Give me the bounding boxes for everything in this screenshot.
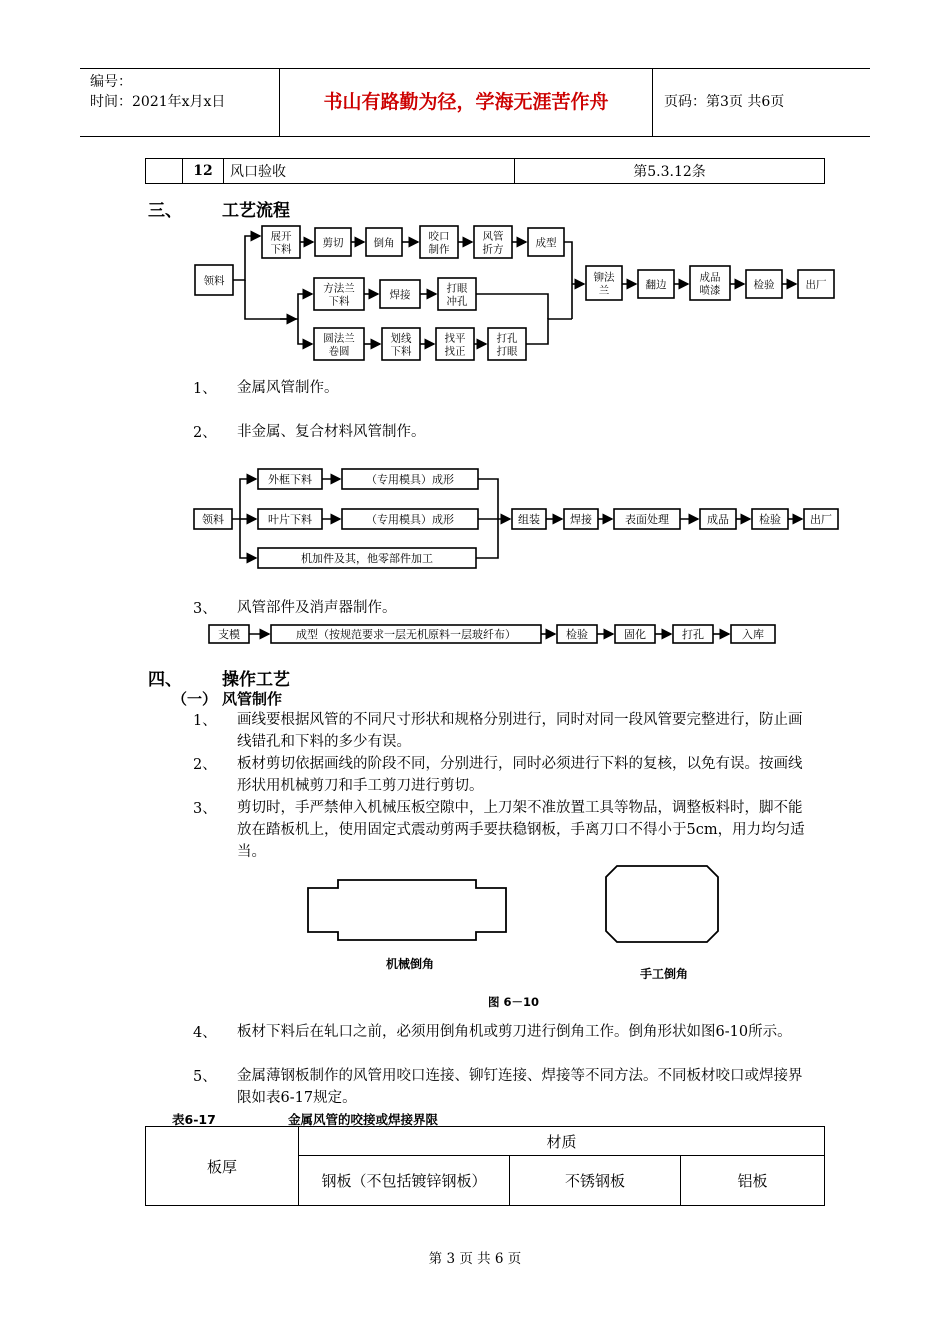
header-left-cell — [80, 69, 280, 136]
step1-text: 画线要根据风管的不同尺寸形状和规格分别进行，同时对同一段风管要完整进行，防止画线错孔和下料的多少有误。 — [237, 712, 803, 750]
subsection-number: （一） — [172, 690, 218, 708]
flow-diagram-parts — [205, 621, 785, 647]
item3-number: 3、 — [193, 601, 217, 617]
flow2-tail-label: 焊接 — [570, 513, 592, 526]
page-footer: 第 3 页 共 6 页 — [428, 1251, 522, 1267]
flow1-top-label: 成型 — [535, 237, 557, 249]
step4-number: 4、 — [193, 1025, 217, 1041]
item1-text: 金属风管制作。 — [237, 380, 339, 396]
figure-6-10-shapes — [300, 860, 730, 950]
motto: 书山有路勤为径，学海无涯苦作舟 — [280, 69, 653, 136]
flow1-top-label: 倒角 — [373, 237, 395, 249]
flow2-branch-label: （专用模具）成形 — [366, 513, 454, 526]
step4-text: 板材下料后在轧口之前，必须用倒角机或剪刀进行倒角工作。倒角形状如图6-10所示。 — [237, 1024, 792, 1040]
flow1-top-label: 剪切 — [322, 237, 344, 249]
section3-title: 工艺流程 — [222, 201, 290, 221]
flow1-start-label: 领料 — [203, 275, 225, 287]
flow1-mid-label: 打眼冲孔 — [446, 282, 468, 308]
header-material: 材质 — [299, 1127, 825, 1156]
item1-number: 1、 — [193, 381, 217, 397]
figure-right-label: 手工倒角 — [640, 967, 689, 981]
header-thickness: 板厚 — [146, 1127, 299, 1206]
step1-number: 1、 — [193, 713, 217, 729]
step3-number: 3、 — [193, 801, 217, 817]
step2-text: 板材剪切依据画线的阶段不同，分别进行，同时必须进行下料的复核，以免有误。按画线形状用机械剪刀和手工剪刀进行剪切。 — [237, 756, 803, 794]
flow1-end-label: 检验 — [753, 279, 775, 291]
flow2-branch-label: 机加件及其，他零部件加工 — [301, 552, 433, 565]
flow3-step-label: 支模 — [218, 628, 240, 641]
standards-row-table — [145, 158, 825, 184]
item3-text: 风管部件及消声器制作。 — [237, 600, 397, 616]
row-name: 风口验收 — [224, 159, 515, 184]
section4-number: 四、 — [148, 670, 182, 690]
flow3-step-label: 入库 — [742, 628, 764, 641]
item2-number: 2、 — [193, 425, 217, 441]
flow1-low-label: 打孔打眼 — [496, 332, 518, 358]
figure-left-label: 机械倒角 — [386, 957, 435, 971]
section3-number: 三、 — [148, 201, 182, 221]
table-6-17 — [145, 1126, 825, 1206]
flow2-tail-label: 表面处理 — [625, 513, 669, 526]
flow1-end-label: 铆法兰 — [593, 271, 615, 297]
flow2-tail-label: 出厂 — [810, 513, 832, 526]
header-stainless: 不锈钢板 — [510, 1156, 681, 1206]
serial-label: 编号： — [90, 74, 132, 90]
header-steel: 钢板（不包括镀锌钢板） — [299, 1156, 510, 1206]
flow1-mid-label: 焊接 — [389, 289, 411, 301]
flow1-top-label: 咬口制作 — [428, 230, 450, 256]
table-caption-number: 表6-17 — [172, 1112, 216, 1127]
flow3-step-label: 固化 — [624, 628, 646, 641]
flow1-top-label: 展开下料 — [270, 230, 292, 256]
flow1-end-label: 出厂 — [805, 279, 827, 291]
flow-diagram-nonmetal-duct — [190, 462, 845, 574]
flow1-top-label: 风管折方 — [482, 230, 504, 256]
step5-text: 金属薄钢板制作的风管用咬口连接、铆钉连接、焊接等不同方法。不同板材咬口或焊接界限如表6-17规定。 — [237, 1068, 803, 1106]
item2-text: 非金属、复合材料风管制作。 — [237, 424, 426, 440]
step5-number: 5、 — [193, 1069, 217, 1085]
subsection-title: 风管制作 — [222, 690, 283, 708]
table-caption-title: 金属风管的咬接或焊接界限 — [288, 1112, 439, 1127]
flow3-step-label: 检验 — [566, 628, 588, 641]
flow2-branch-label: 外框下料 — [268, 473, 312, 486]
flow2-start-label: 领料 — [202, 513, 224, 526]
row-index: 12 — [183, 159, 224, 184]
flow1-end-label: 成品喷漆 — [699, 271, 721, 297]
page-header — [80, 68, 870, 137]
flow-diagram-metal-duct — [190, 222, 840, 367]
step3-text: 剪切时，手严禁伸入机械压板空隙中，上刀架不准放置工具等物品，调整板料时，脚不能放在踏板机上，使用固定式震动剪两手要扶稳钢板，手离刀口不得小于5cm，用力均匀适当。 — [237, 800, 805, 860]
flow2-branch-label: 叶片下料 — [268, 513, 312, 526]
flow2-tail-label: 检验 — [759, 513, 781, 526]
page-label: 页码：第3页 共6页 — [664, 94, 785, 110]
flow1-low-label: 划线下料 — [390, 332, 412, 358]
time-label: 时间：2021年x月x日 — [90, 94, 226, 110]
section4-title: 操作工艺 — [222, 670, 290, 690]
flow2-tail-label: 成品 — [707, 513, 729, 526]
row-ref: 第5.3.12条 — [515, 159, 825, 184]
flow2-tail-label: 组装 — [518, 513, 540, 526]
flow1-mid-label: 方法兰下料 — [323, 282, 355, 308]
step2-number: 2、 — [193, 757, 217, 773]
header-aluminum: 铝板 — [681, 1156, 825, 1206]
blank-cell — [146, 159, 183, 184]
flow2-branch-label: （专用模具）成形 — [366, 473, 454, 486]
flow1-end-label: 翻边 — [645, 279, 667, 291]
flow1-low-label: 找平找正 — [444, 332, 466, 358]
flow3-step-label: 成型（按规范要求一层无机原料一层玻纤布） — [296, 628, 516, 641]
figure-caption: 图 6－10 — [488, 995, 540, 1009]
flow1-low-label: 圆法兰卷圆 — [323, 332, 355, 358]
flow3-step-label: 打孔 — [682, 628, 704, 641]
